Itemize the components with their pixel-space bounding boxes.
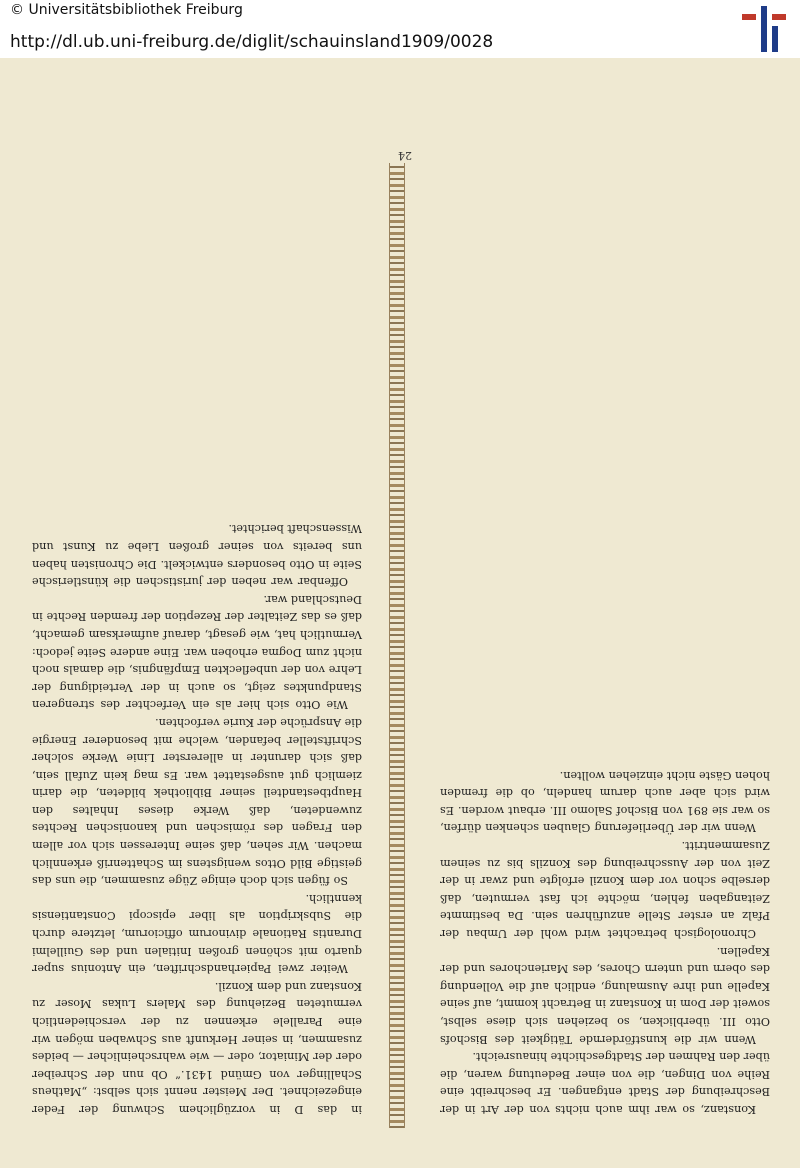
paragraph: Weiter zwei Papierhandschriften, ein Antonius super quarto mit schönen großen Initialen und des Guillelmi Durantis Rationale divinorum officiorum, letztere durch die Subskription als liber episcopi Constantiensis kenntlich. — [32, 891, 362, 976]
page-number: 24 — [398, 149, 412, 162]
viewer-header — [0, 0, 800, 59]
page-url[interactable]: http://dl.ub.uni-freiburg.de/diglit/schauinsland1909/0028 — [10, 32, 494, 52]
paragraph: Wenn wir der Überlieferung Glauben schenken dürfen, so war sie 891 von Bischof Salomo III. erbaut worden. Es wird sich aber auch darum handeln, ob die fremden hohen Gäste nicht einziehen wollten. — [440, 768, 770, 835]
scanned-page — [0, 58, 800, 1168]
paragraph: in das D in vorzüglichem Schwung der Feder eingezeichnet. Der Meister nennt sich selbst: „Matheus Schallinger von Gmünd 1431.“ Ob nun der Schreiber oder der Miniator, oder — wie wahrscheinlicher — beides zusammen, in seiner Herkunft aus Schwaben mögen wir eine Parallele erkennen zu der verschiedentlich vermuteten Beziehung des Malers Lukas Moser zu Konstanz und dem Konzil. — [32, 979, 362, 1116]
column-divider-ornament — [389, 163, 405, 1128]
text-column-left — [440, 766, 770, 1118]
paragraph: Chronologisch betrachtet wird wohl der Umbau der Pfalz an erster Stelle anzuführen sein. Da bestimmte Zeitangaben fehlen, möchte ich fast vermuten, daß derselbe schon vor dem Konzil erfolgte und zwar in der Zeit von der Ausschreibung des Konzils bis zu seinem Zusammentritt. — [440, 839, 770, 941]
paragraph: Konstanz, so war ihm auch nichts von der Art in der Beschreibung der Stadt entgangen. Er beschreibt eine Reihe von Dingen, die von einer Bedeutung waren, die über den Rahmen der Stadtgeschichte hinausreicht. — [440, 1050, 770, 1116]
text-column-right — [32, 520, 362, 1118]
paragraph: So fügen sich doch einige Züge zusammen, die uns das geistige Bild Ottos wenigstens im Schattenriß erkennlich machen. Wir sehen, daß seine Interessen sich vor allem den Fragen des römischen und kanonischen Rechtes zuwendeten, daß Werke dieses Inhaltes den Hauptbestandteil seiner Bibliothek bildeten, die darin ziemlich gut ausgestattet war. Es mag kein Zufall sein, daß sich darunter in allererster Linie Werke solcher Schriftsteller befanden, welche mit besonderer Energie die Ansprüche der Kurie verfochten. — [32, 715, 362, 888]
paragraph: Offenbar war neben der juristischen die künstlerische Seite in Otto besonders entwickelt. Die Chronisten haben uns bereits von seiner großen Liebe zu Kunst und Wissenschaft berichtet. — [32, 522, 362, 589]
paragraph: Wie Otto sich hier als ein Verfechter des strengeren Standpunktes zeigt, so auch in der Verteidigung der Lehre von der unbefleckten Empfängnis, die damals noch nicht zum Dogma erhoben war. Eine andere Seite jedoch: Vermutlich hat, wie gesagt, darauf aufmerksam gemacht, daß es das Zeitalter der Rezeption der fremden Rechte in Deutschland war. — [32, 592, 362, 712]
paragraph: Wenn wir die kunstfördernde Tätigkeit des Bischofs Otto III. überblicken, so beziehen sich diese selbst, soweit der Dom in Konstanz in Betracht kommt, auf seine Kapelle und ihre Ausmalung, endlich auf die Vollendung des obern und untern Chores, des Marienchores und der Kapellen. — [440, 944, 770, 1046]
rotated-scan — [0, 58, 800, 1168]
copyright-notice: © Universitätsbibliothek Freiburg — [10, 2, 243, 18]
ub-freiburg-logo-icon — [742, 6, 786, 52]
